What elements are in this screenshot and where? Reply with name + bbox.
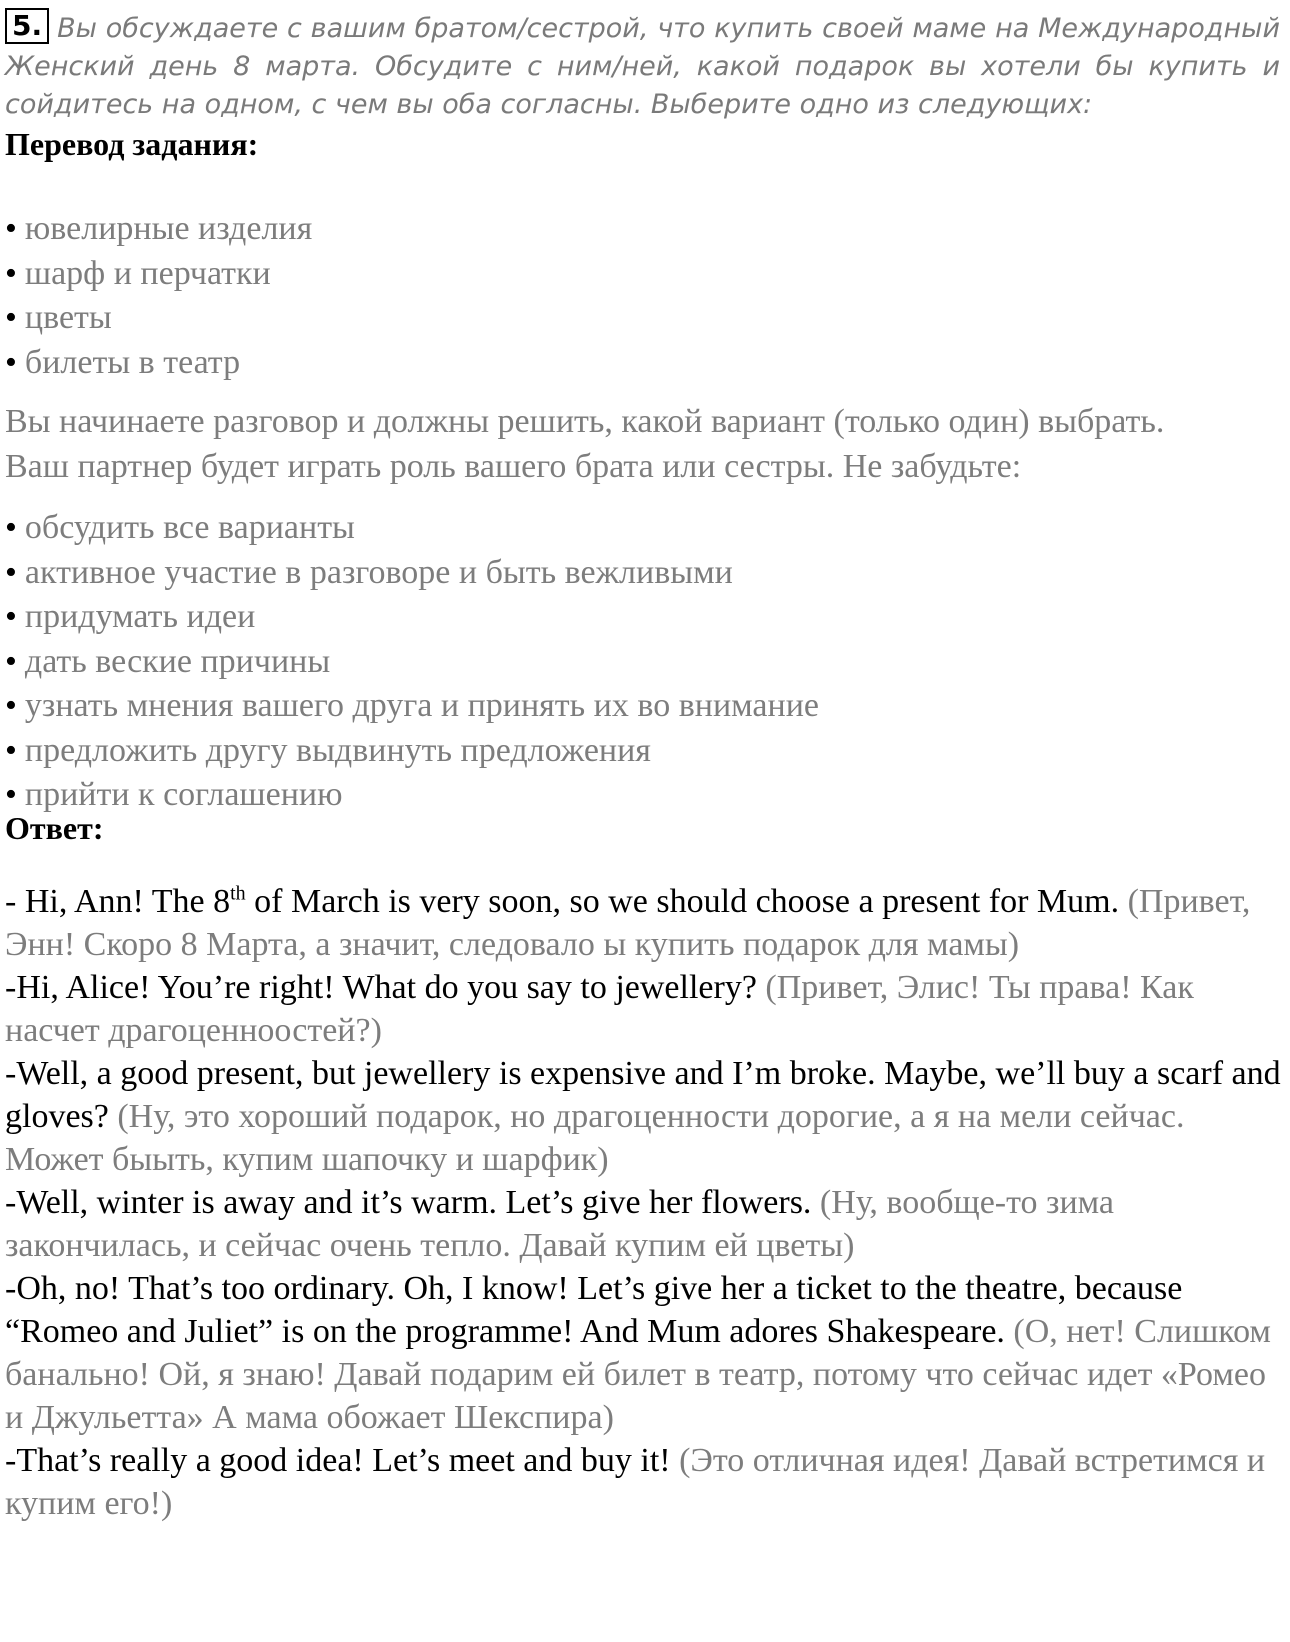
russian-translation: (Ну, вообще-то зима закончилась, и сейчас очень тепло. Давай купим ей цветы) xyxy=(5,1184,1115,1264)
dialogue xyxy=(5,880,1290,1525)
translation-heading: Перевод задания: xyxy=(5,126,259,162)
dialogue-line xyxy=(5,1181,1290,1267)
english-text: -Well, winter is away and it’s warm. Let’s give her flowers. xyxy=(5,1184,812,1221)
russian-translation: (Привет, Энн! Скоро 8 Марта, а значит, следовало ы купить подарок для мамы) xyxy=(5,883,1251,963)
english-text: -Hi, Alice! You’re right! What do you say to jewellery? xyxy=(5,969,757,1006)
list-item: • ювелирные изделия xyxy=(5,210,313,247)
list-item: • обсудить все варианты xyxy=(5,509,355,546)
list-item: • шарф и перчатки xyxy=(5,254,271,292)
list-item: • билеты в театр xyxy=(5,343,241,381)
list-item: • дать веские причины xyxy=(5,642,331,680)
list-item: • предложить другу выдвинуть предложения xyxy=(5,731,651,769)
list-item: • цветы xyxy=(5,299,112,336)
instructions-paragraph: Вы начинаете разговор и должны решить, какой вариант (только один) выбрать. Ваш партнер будет играть роль вашего брата или сестры. Не забудьте: xyxy=(5,403,1165,485)
dialogue-line xyxy=(5,966,1290,1052)
english-text: -Well, a good present, but jewellery is expensive and I’m broke. Maybe, we’ll buy a scarf and gloves? xyxy=(5,1055,1281,1135)
russian-translation: (Ну, это хороший подарок, но драгоценности дорогие, а я на мели сейчас. Может быыть, купим шапочку и шарфик) xyxy=(5,1098,1185,1178)
english-text: - Hi, Ann! The 8th of March is very soon, so we should choose a present for Mum. xyxy=(5,882,1120,920)
english-text: -That’s really a good idea! Let’s meet and buy it! xyxy=(5,1442,671,1479)
dialogue-line xyxy=(5,1052,1290,1181)
list-item: • активное участие в разговоре и быть вежливыми xyxy=(5,553,733,591)
list-item: • узнать мнения вашего друга и принять их во внимание xyxy=(5,687,819,724)
dialogue-line xyxy=(5,1439,1290,1525)
task-text: Вы обсуждаете с вашим братом/сестрой, что купить своей маме на Международный Женский день 8 марта. Обсудите с ним/ней, какой подарок вы хотели бы купить и сойдитесь на одном, с чем вы оба согласны. Выберите одно из следующих: xyxy=(5,13,1280,120)
russian-translation: (О, нет! Слишком банально! Ой, я знаю! Давай подарим ей билет в театр, потому что сейчас идет «Ромео и Джульетта» А мама обожает Шекспира) xyxy=(5,1313,1271,1436)
russian-translation: (Привет, Элис! Ты права! Как насчет драгоценноостей?) xyxy=(5,969,1194,1049)
options-list xyxy=(5,207,312,385)
dialogue-line xyxy=(5,1267,1290,1439)
english-text: -Oh, no! That’s too ordinary. Oh, I know! Let’s give her a ticket to the theatre, because “Romeo and Juliet” is on the programme! And Mum adores Shakespeare. xyxy=(5,1270,1183,1350)
russian-translation: (Это отличная идея! Давай встретимся и купим его!) xyxy=(5,1442,1266,1522)
list-item: • придумать идеи xyxy=(5,598,256,635)
reminders-list xyxy=(5,506,819,818)
list-item: • прийти к соглашению xyxy=(5,776,343,813)
dialogue-line xyxy=(5,880,1290,966)
answer-heading: Ответ: xyxy=(5,810,104,846)
task-number: 5. xyxy=(5,8,49,44)
task-statement xyxy=(5,10,1280,124)
